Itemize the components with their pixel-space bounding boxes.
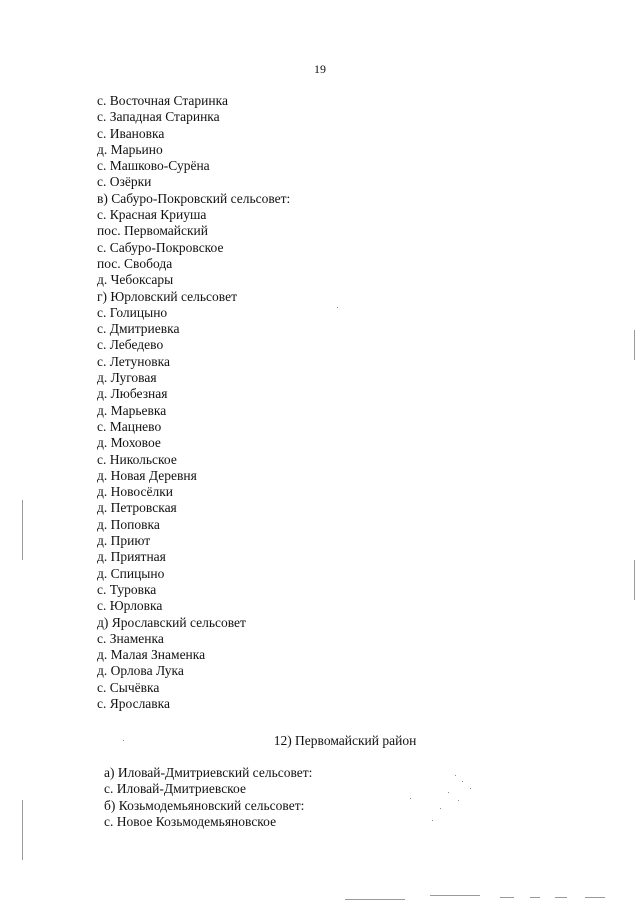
district-list — [104, 765, 312, 830]
scan-artifact-bottom — [345, 899, 405, 900]
scan-speck — [458, 800, 459, 801]
list-item: с. Мацнево — [97, 418, 162, 434]
scan-artifact-left — [22, 800, 23, 860]
list-item: с. Западная Старинка — [97, 109, 220, 125]
list-item: д. Любезная — [97, 386, 168, 402]
list-item: с. Ярославка — [97, 695, 171, 711]
list-item: с. Ивановка — [97, 125, 165, 141]
scan-artifact-bottom — [555, 897, 567, 898]
scan-speck — [123, 740, 124, 741]
list-item: с. Сычёвка — [97, 679, 160, 695]
list-item: с. Иловай-Дмитриевское — [104, 781, 246, 797]
list-item: с. Туровка — [97, 581, 157, 597]
list-item: д. Новая Деревня — [97, 467, 197, 483]
scan-speck — [448, 792, 449, 793]
scan-speck — [470, 788, 471, 789]
list-item: д. Петровская — [97, 500, 177, 516]
district-heading: 12) Первомайский район — [273, 733, 417, 748]
list-item: с. Знаменка — [97, 630, 164, 646]
list-item: с. Никольское — [97, 451, 177, 467]
list-item: с. Новое Козьмодемьяновское — [104, 813, 277, 829]
list-item: с. Машково-Сурёна — [97, 158, 210, 174]
scan-artifact-bottom — [430, 895, 480, 896]
scan-speck — [440, 808, 441, 809]
list-item-council: а) Иловай-Дмитриевский сельсовет: — [104, 765, 313, 780]
scan-artifact-right — [634, 560, 635, 600]
scan-speck — [337, 307, 338, 308]
list-item: д. Поповка — [97, 516, 160, 532]
scan-artifact-bottom — [585, 897, 605, 898]
list-item: д. Приятная — [97, 549, 166, 565]
scan-speck — [462, 781, 463, 782]
scan-artifact-right — [634, 330, 635, 360]
scan-speck — [432, 820, 433, 821]
list-item: д. Луговая — [97, 370, 157, 386]
scan-speck — [455, 775, 456, 776]
list-item: д. Чебоксары — [97, 272, 174, 288]
page-number: 19 — [314, 62, 326, 76]
list-item: д. Спицыно — [97, 565, 165, 581]
list-item: д. Приют — [97, 533, 151, 549]
list-item: с. Летуновка — [97, 353, 170, 369]
settlement-list — [97, 93, 537, 712]
list-item: с. Лебедево — [97, 337, 164, 353]
list-item: д. Марьино — [97, 141, 163, 157]
list-item: д. Новосёлки — [97, 484, 173, 500]
list-item: с. Красная Криуша — [97, 207, 207, 223]
list-item-council: д) Ярославский сельсовет — [97, 614, 246, 630]
list-item-council: г) Юрловский сельсовет — [97, 288, 237, 304]
list-item-council: б) Козьмодемьяновский сельсовет: — [104, 797, 305, 813]
list-item: с. Восточная Старинка — [97, 93, 228, 108]
list-item: д. Моховое — [97, 435, 161, 451]
list-item: с. Озёрки — [97, 174, 152, 190]
scan-artifact-left — [22, 500, 23, 560]
list-item: пос. Первомайский — [97, 223, 208, 239]
list-item: с. Голицыно — [97, 304, 168, 320]
list-item: с. Сабуро-Покровское — [97, 239, 224, 255]
list-item: д. Марьевка — [97, 402, 167, 418]
scan-artifact-bottom — [530, 897, 540, 898]
list-item: д. Малая Знаменка — [97, 647, 206, 663]
list-item: с. Юрловка — [97, 598, 163, 614]
list-item: с. Дмитриевка — [97, 321, 180, 337]
list-item-council: в) Сабуро-Покровский сельсовет: — [97, 190, 291, 206]
list-item: пос. Свобода — [97, 255, 173, 271]
scan-speck — [410, 798, 411, 799]
list-item: д. Орлова Лука — [97, 663, 184, 679]
scan-artifact-bottom — [500, 897, 514, 898]
